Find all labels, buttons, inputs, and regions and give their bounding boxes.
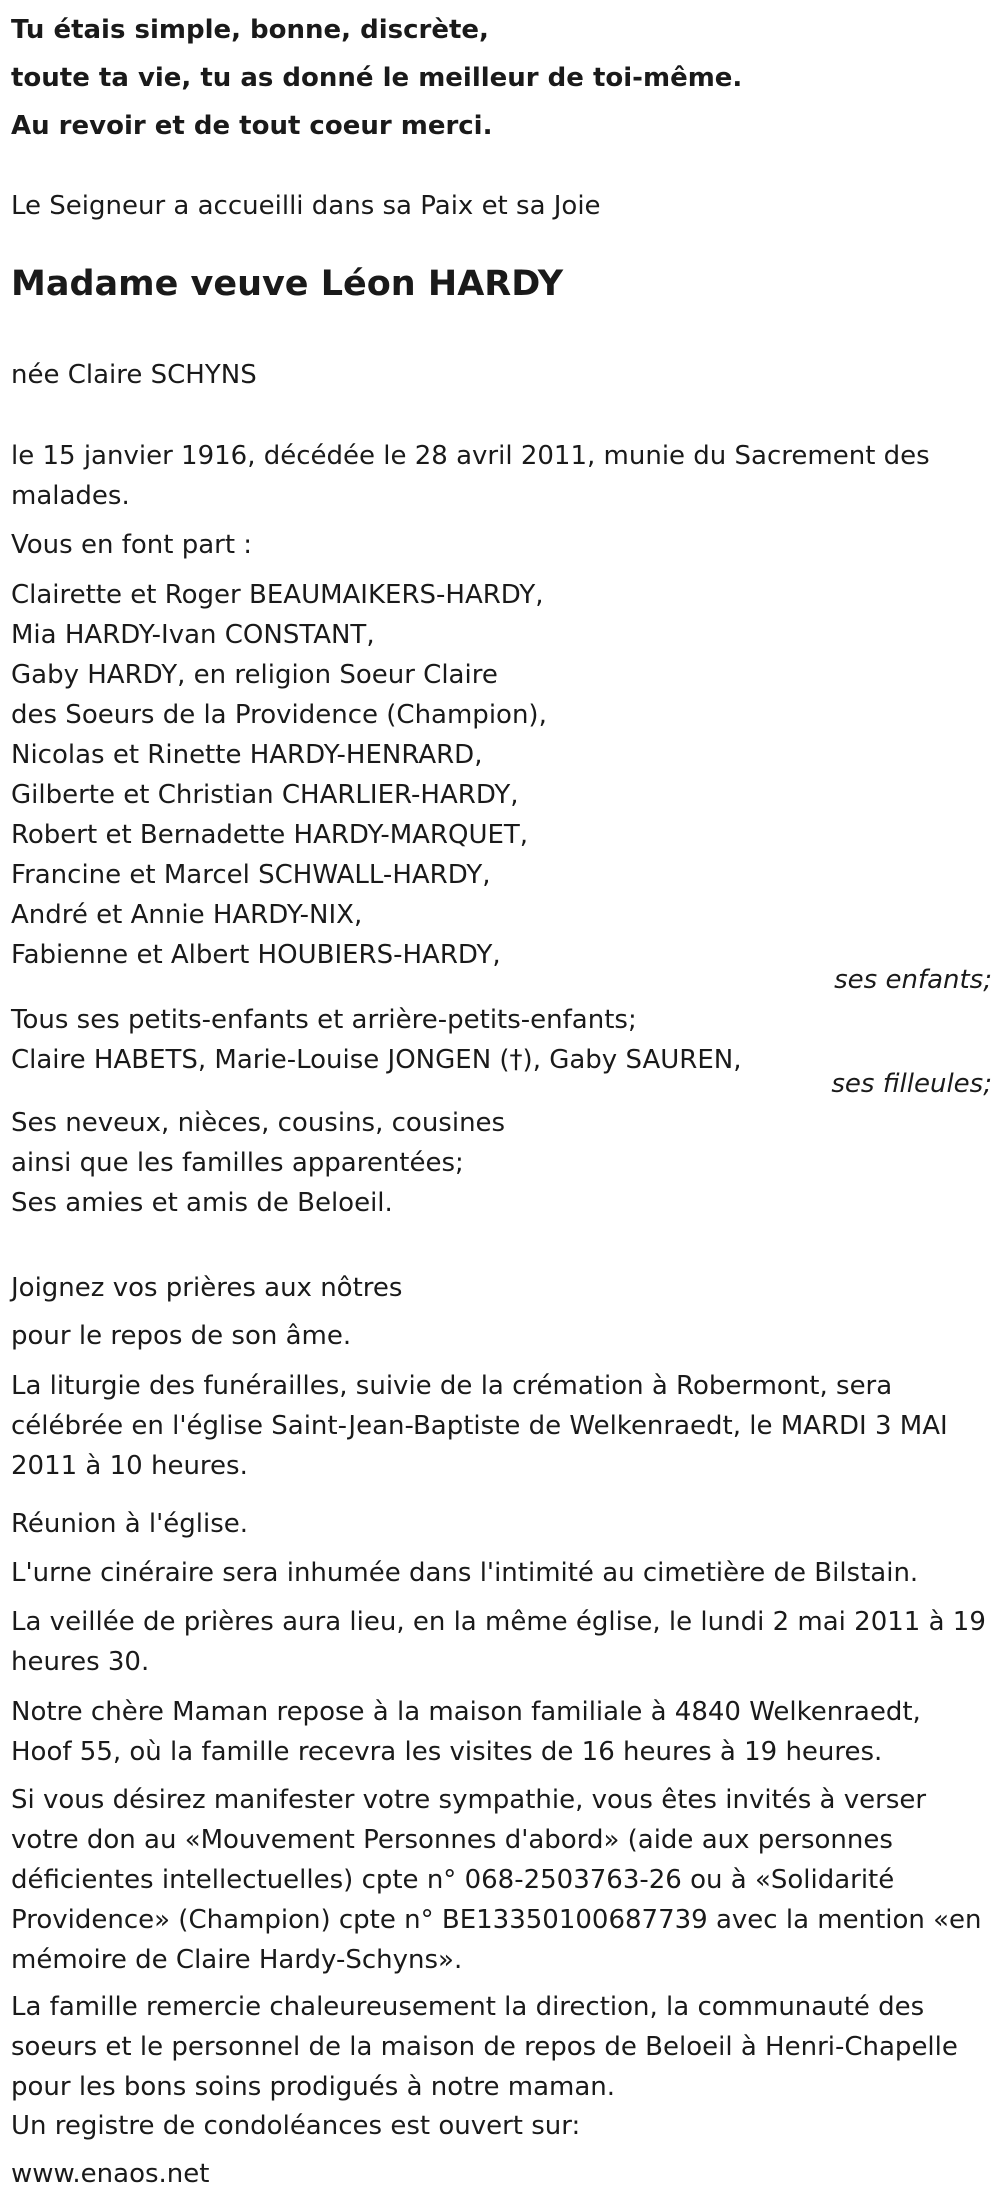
announce-text: Vous en font part : (11, 530, 253, 560)
list-item: Gaby HARDY, en religion Soeur Claire (11, 660, 498, 690)
list-item: Gilberte et Christian CHARLIER-HARDY, (11, 780, 519, 810)
donation-paragraph: Si vous désirez manifester votre sympathie, vous êtes invités à verser votre don au «Mouvement Personnes d'abord» (aide aux personnes déficientes intellectuelles) cpte n° 068-2503763-26 ou à «Solidarité Providence» (Champion) cpte n° BE13350100687739 avec la mention «en mémoire de Claire Hardy-Schyns». (11, 1785, 982, 1975)
urn-text: L'urne cinéraire sera inhumée dans l'intimité au cimetière de Bilstain. (11, 1558, 919, 1588)
poem-line: Tu étais simple, bonne, discrète, (11, 15, 489, 45)
list-item: Robert et Bernadette HARDY-MARQUET, (11, 820, 529, 850)
intro-text: Le Seigneur a accueilli dans sa Paix et sa Joie (11, 191, 601, 221)
rest-paragraph: Notre chère Maman repose à la maison familiale à 4840 Welkenraedt, Hoof 55, où la famille recevra les visites de 16 heures à 19 heures. (11, 1697, 921, 1767)
relatives-paragraph: Ses neveux, nièces, cousins, cousines ainsi que les familles apparentées; Ses amies et amis de Beloeil. (11, 1108, 506, 1218)
liturgy-paragraph: La liturgie des funérailles, suivie de la crémation à Robermont, sera célébrée en l'église Saint-Jean-Baptiste de Welkenraedt, le MARDI 3 MAI 2011 à 10 heures. (11, 1371, 948, 1481)
register-text: Un registre de condoléances est ouvert sur: (11, 2111, 581, 2141)
list-item: André et Annie HARDY-NIX, (11, 900, 363, 930)
dates-paragraph: le 15 janvier 1916, décédée le 28 avril 2011, munie du Sacrement des malades. (11, 441, 930, 511)
poem-line: toute ta vie, tu as donné le meilleur de toi-même. (11, 63, 743, 93)
poem-line: Au revoir et de tout coeur merci. (11, 111, 493, 141)
list-item: Mia HARDY-Ivan CONSTANT, (11, 620, 375, 650)
goddaughters-text: Claire HABETS, Marie-Louise JONGEN (†), Gaby SAUREN, (11, 1045, 742, 1075)
goddaughters-label: ses filleules; (831, 1069, 992, 1099)
thanks-paragraph: La famille remercie chaleureusement la direction, la communauté des soeurs et le personnel de la maison de repos de Beloeil à Henri-Chapelle pour les bons soins prodigués à notre maman. (11, 1992, 958, 2102)
prayer-paragraph: Joignez vos prières aux nôtres pour le repos de son âme. (11, 1273, 403, 1351)
vigil-paragraph: La veillée de prières aura lieu, en la même église, le lundi 2 mai 2011 à 19 heures 30. (11, 1607, 986, 1677)
maiden-name: née Claire SCHYNS (11, 360, 257, 390)
children-list (11, 575, 986, 975)
poem-verse (11, 6, 986, 150)
list-item: Francine et Marcel SCHWALL-HARDY, (11, 860, 491, 890)
website-link[interactable]: www.enaos.net (11, 2159, 210, 2189)
deceased-name: Madame veuve Léon HARDY (11, 264, 564, 304)
children-label: ses enfants; (834, 965, 992, 995)
list-item: Fabienne et Albert HOUBIERS-HARDY, (11, 940, 501, 970)
grandchildren-text: Tous ses petits-enfants et arrière-petits-enfants; (11, 1005, 637, 1035)
list-item: des Soeurs de la Providence (Champion), (11, 700, 547, 730)
list-item: Nicolas et Rinette HARDY-HENRARD, (11, 740, 483, 770)
reunion-text: Réunion à l'église. (11, 1509, 249, 1539)
list-item: Clairette et Roger BEAUMAIKERS-HARDY, (11, 580, 544, 610)
